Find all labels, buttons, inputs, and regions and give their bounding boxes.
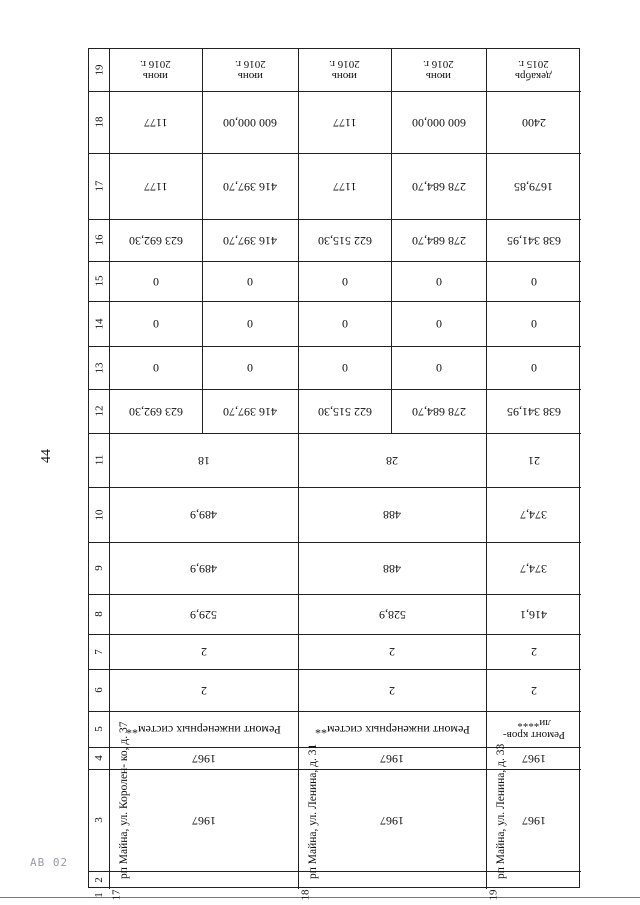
cost_total-cell xyxy=(202,389,298,433)
cost_per_m2-cell-text: 1177 xyxy=(332,179,357,194)
residents-cell-text: 18 xyxy=(197,453,210,468)
cost_owners-cell-text: 622 515,30 xyxy=(317,233,372,248)
cost_per_m2-cell xyxy=(298,153,391,219)
deadline-cell xyxy=(202,49,298,91)
area_private-cell-text: 489,9 xyxy=(190,508,217,522)
cost_limit-cell xyxy=(391,91,486,153)
year_commission-cell-text: 1967 xyxy=(191,751,216,766)
col-number-12 xyxy=(89,389,109,433)
entrances-cell xyxy=(298,634,486,669)
cost_owners-cell xyxy=(202,219,298,261)
year_commission-cell-text: 1967 xyxy=(380,751,404,766)
cost_total-cell-text: 623 692,30 xyxy=(128,404,183,419)
year_built-cell xyxy=(298,769,486,871)
col-number-18-text: 18 xyxy=(93,116,105,128)
floors-cell-text: 2 xyxy=(389,683,395,698)
cost_local-cell xyxy=(109,261,202,301)
deadline-cell-text: июнь 2016 г. xyxy=(140,58,171,82)
col-number-10 xyxy=(89,487,109,542)
work_type-cell-text: Ремонт инженерных систем** xyxy=(126,722,281,737)
cost_local-cell xyxy=(391,261,486,301)
col-number-12-text: 12 xyxy=(93,405,105,417)
col-number-2-text: 2 xyxy=(93,877,105,883)
cost_federal-cell-text: 0 xyxy=(341,361,348,375)
cost_per_m2-cell-text: 416 397,70 xyxy=(223,179,277,194)
cost_total-cell xyxy=(298,389,391,433)
address-cell-text: рп Майна, ул. Королен- ко, д. 37 xyxy=(118,721,130,879)
cost_limit-cell-text: 600 000,00 xyxy=(411,115,466,130)
cost_federal-cell xyxy=(486,346,581,389)
col-number-8-text: 8 xyxy=(93,611,105,617)
deadline-cell-text: июнь 2016 г. xyxy=(423,58,454,82)
cost_per_m2-cell-text: 1177 xyxy=(143,179,168,194)
cost_limit-cell xyxy=(298,91,391,153)
area_living-cell-text: 374,7 xyxy=(520,561,547,576)
cost_owners-cell-text: 638 341,95 xyxy=(506,233,561,248)
col-number-11 xyxy=(89,433,109,487)
entrances-cell-text: 2 xyxy=(200,645,207,659)
cost_total-cell-text: 278 684,70 xyxy=(411,404,466,419)
work_type-cell xyxy=(298,711,486,747)
row-number xyxy=(486,889,581,901)
entrances-cell xyxy=(486,634,581,669)
cost_federal-cell xyxy=(202,346,298,389)
year_built-cell-text: 1967 xyxy=(380,813,404,828)
row-number-text: 18 xyxy=(299,889,312,901)
cost_local-cell-text: 0 xyxy=(530,274,537,289)
cost_limit-cell xyxy=(202,91,298,153)
work_type-cell xyxy=(109,711,298,747)
col-number-6-text: 6 xyxy=(93,687,105,693)
col-number-9 xyxy=(89,542,109,594)
cost_limit-cell-text: 1177 xyxy=(143,115,168,130)
row-number-text: 17 xyxy=(110,889,123,901)
floors-cell xyxy=(486,669,581,711)
col-number-5-text: 5 xyxy=(93,726,105,732)
cost_local-cell-text: 0 xyxy=(152,274,159,289)
col-number-4-text: 4 xyxy=(93,755,105,761)
col-number-18 xyxy=(89,91,109,153)
residents-cell-text: 28 xyxy=(386,453,398,468)
cost_regional-cell-text: 0 xyxy=(341,317,348,331)
col-number-3-text: 3 xyxy=(93,817,105,823)
deadline-cell-text: июнь 2016 г. xyxy=(234,58,266,82)
area_private-cell xyxy=(486,487,581,542)
col-number-1 xyxy=(89,889,109,901)
residents-cell-text: 21 xyxy=(527,453,540,468)
work_type-cell-text: Ремонт кров- ли**** xyxy=(502,717,565,741)
deadline-cell xyxy=(391,49,486,91)
cost_federal-cell xyxy=(298,346,391,389)
cost_total-cell-text: 416 397,70 xyxy=(223,404,277,419)
deadline-cell xyxy=(298,49,391,91)
area_total-cell xyxy=(298,594,486,634)
work_type-cell-text: Ремонт инженерных систем** xyxy=(314,722,470,737)
cost_owners-cell xyxy=(298,219,391,261)
cost_total-cell xyxy=(109,389,202,433)
cost_federal-cell-text: 0 xyxy=(152,361,159,375)
col-number-11-text: 11 xyxy=(93,454,105,466)
col-number-10-text: 10 xyxy=(93,509,105,520)
col-number-6 xyxy=(89,669,109,711)
area_living-cell xyxy=(486,542,581,594)
cost_regional-cell xyxy=(202,301,298,346)
cost_total-cell xyxy=(486,389,581,433)
cost_federal-cell-text: 0 xyxy=(435,361,442,375)
area_total-cell-text: 416,1 xyxy=(520,607,547,622)
cost_regional-cell xyxy=(391,301,486,346)
cost_owners-cell-text: 416 397,70 xyxy=(223,233,277,248)
col-number-14-text: 14 xyxy=(93,318,105,329)
col-number-7-text: 7 xyxy=(93,648,105,655)
address-cell-text: рп Майна, ул. Ленина, д. 31 xyxy=(307,743,319,879)
deadline-cell-text: декабрь 2015 г. xyxy=(515,58,552,82)
entrances-cell-text: 2 xyxy=(530,645,537,659)
col-number-7 xyxy=(89,634,109,669)
area_living-cell-text: 489,9 xyxy=(190,561,217,576)
cost_local-cell-text: 0 xyxy=(435,274,442,289)
cost_local-cell xyxy=(486,261,581,301)
row-number xyxy=(109,889,298,901)
cost_limit-cell xyxy=(109,91,202,153)
col-number-19 xyxy=(89,49,109,91)
floors-cell xyxy=(109,669,298,711)
cost_regional-cell xyxy=(298,301,391,346)
residents-cell xyxy=(298,433,486,487)
cost_limit-cell xyxy=(486,91,581,153)
cost_owners-cell-text: 623 692,30 xyxy=(128,233,183,248)
cost_regional-cell xyxy=(109,301,202,346)
col-number-1-text: 1 xyxy=(93,892,105,898)
col-number-15 xyxy=(89,261,109,301)
col-number-16-text: 16 xyxy=(93,234,105,246)
cost_owners-cell xyxy=(486,219,581,261)
cost_limit-cell-text: 600 000,00 xyxy=(223,115,277,130)
row-number xyxy=(298,889,486,901)
col-number-19-text: 19 xyxy=(93,64,105,76)
area_living-cell xyxy=(109,542,298,594)
area_total-cell xyxy=(109,594,298,634)
floors-cell xyxy=(298,669,486,711)
cost_per_m2-cell xyxy=(486,153,581,219)
cost_federal-cell-text: 0 xyxy=(530,361,537,375)
cost_total-cell xyxy=(391,389,486,433)
entrances-cell-text: 2 xyxy=(389,645,395,659)
col-number-13 xyxy=(89,346,109,389)
cost_per_m2-cell xyxy=(202,153,298,219)
deadline-cell xyxy=(486,49,581,91)
cost_local-cell xyxy=(298,261,391,301)
col-number-17-text: 17 xyxy=(93,180,105,192)
year_built-cell-text: 1967 xyxy=(521,813,546,828)
cost_federal-cell xyxy=(109,346,202,389)
cost_owners-cell xyxy=(109,219,202,261)
cost_owners-cell-text: 278 684,70 xyxy=(411,233,466,248)
area_total-cell-text: 528,9 xyxy=(378,607,406,622)
cost_total-cell-text: 622 515,30 xyxy=(317,404,372,419)
col-number-4 xyxy=(89,747,109,769)
area_private-cell-text: 488 xyxy=(383,508,401,522)
cost_owners-cell xyxy=(391,219,486,261)
area_living-cell xyxy=(298,542,486,594)
repair-program-table xyxy=(88,48,580,901)
residents-cell xyxy=(109,433,298,487)
cost_local-cell-text: 0 xyxy=(341,274,348,289)
year_built-cell xyxy=(109,769,298,871)
cost_regional-cell-text: 0 xyxy=(152,317,159,331)
cost_total-cell-text: 638 341,95 xyxy=(506,404,561,419)
col-number-16 xyxy=(89,219,109,261)
area_private-cell xyxy=(109,487,298,542)
cost_per_m2-cell xyxy=(391,153,486,219)
cost_local-cell-text: 0 xyxy=(247,274,253,289)
year_commission-cell-text: 1967 xyxy=(521,751,546,766)
cost_per_m2-cell xyxy=(109,153,202,219)
area_total-cell xyxy=(486,594,581,634)
cost_local-cell xyxy=(202,261,298,301)
cost_regional-cell-text: 0 xyxy=(435,317,442,331)
work_type-cell xyxy=(486,711,581,747)
area_total-cell-text: 529,9 xyxy=(190,607,217,622)
col-number-9-text: 9 xyxy=(93,565,105,571)
area_private-cell-text: 374,7 xyxy=(520,508,547,522)
area_private-cell xyxy=(298,487,486,542)
entrances-cell xyxy=(109,634,298,669)
cost_regional-cell-text: 0 xyxy=(247,317,253,331)
col-number-3 xyxy=(89,769,109,871)
row-number-text: 19 xyxy=(487,889,500,901)
floors-cell-text: 2 xyxy=(530,683,537,698)
col-number-8 xyxy=(89,594,109,634)
cost_regional-cell-text: 0 xyxy=(530,317,537,331)
cost_federal-cell-text: 0 xyxy=(247,361,253,375)
address-cell-text: рп Майна, ул. Ленина, д. 33 xyxy=(495,743,507,879)
cost_limit-cell-text: 2400 xyxy=(521,115,546,130)
cost_federal-cell xyxy=(391,346,486,389)
cost_per_m2-cell-text: 278 684,70 xyxy=(411,179,466,194)
year_built-cell-text: 1967 xyxy=(191,813,216,828)
cost_per_m2-cell-text: 1679,85 xyxy=(514,179,553,194)
page-number: 44 xyxy=(39,449,54,463)
col-number-2 xyxy=(89,871,109,889)
cost_limit-cell-text: 1177 xyxy=(332,115,357,130)
year_commission-cell xyxy=(109,747,298,769)
floors-cell-text: 2 xyxy=(200,683,207,698)
col-number-15-text: 15 xyxy=(93,275,105,287)
area_living-cell-text: 488 xyxy=(383,561,401,576)
col-number-14 xyxy=(89,301,109,346)
cost_regional-cell xyxy=(486,301,581,346)
residents-cell xyxy=(486,433,581,487)
deadline-cell xyxy=(109,49,202,91)
col-number-5 xyxy=(89,711,109,747)
col-number-17 xyxy=(89,153,109,219)
archive-stamp: AB 02 xyxy=(30,856,69,869)
deadline-cell-text: июнь 2016 г. xyxy=(329,58,360,82)
col-number-13-text: 13 xyxy=(93,362,105,373)
year_commission-cell xyxy=(298,747,486,769)
